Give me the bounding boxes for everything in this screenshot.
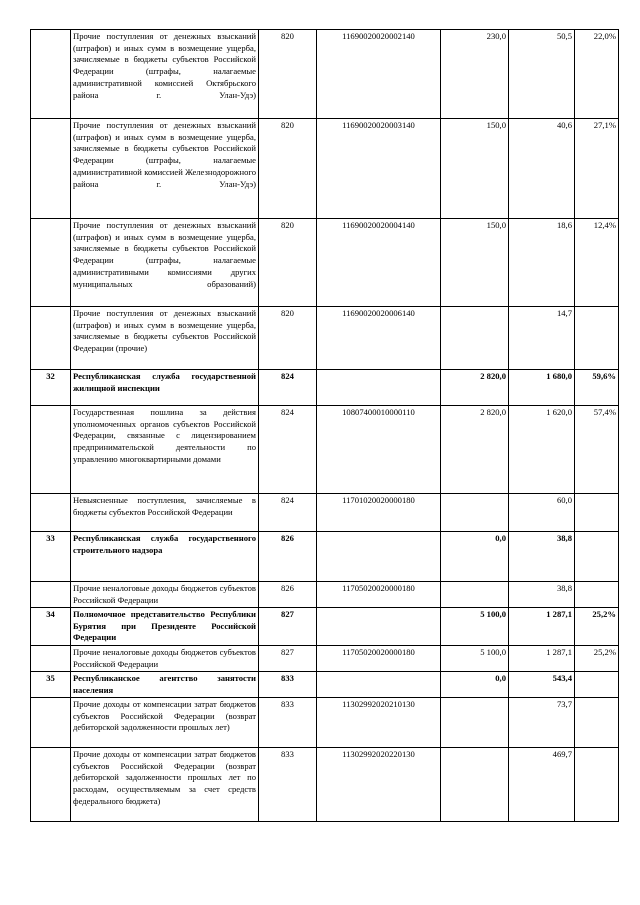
percent-value: 22,0%: [575, 30, 619, 119]
plan-value: 2 820,0: [441, 370, 509, 406]
revenue-name: Прочие доходы от компенсации затрат бюджетов субъектов Российской Федерации (возврат дебиторской задолженности прошлых лет): [71, 698, 259, 748]
plan-value: 150,0: [441, 119, 509, 219]
budget-classification-code: [317, 608, 441, 646]
fact-value: 469,7: [509, 748, 575, 822]
fact-value: 1 287,1: [509, 646, 575, 672]
row-number: [31, 646, 71, 672]
admin-code: 826: [259, 532, 317, 582]
row-number: 35: [31, 672, 71, 698]
row-number: 33: [31, 532, 71, 582]
row-number: [31, 406, 71, 494]
row-number: [31, 494, 71, 532]
revenue-name: Прочие неналоговые доходы бюджетов субъектов Российской Федерации: [71, 646, 259, 672]
fact-value: 60,0: [509, 494, 575, 532]
admin-code: 820: [259, 219, 317, 307]
table-row: [31, 307, 619, 370]
budget-classification-code: 11701020020000180: [317, 494, 441, 532]
plan-value: 0,0: [441, 532, 509, 582]
budget-classification-code: 10807400010000110: [317, 406, 441, 494]
row-number: [31, 219, 71, 307]
row-number: [31, 30, 71, 119]
plan-value: [441, 748, 509, 822]
table-row: [31, 406, 619, 494]
fact-value: 73,7: [509, 698, 575, 748]
table-row: [31, 30, 619, 119]
budget-classification-code: 11705020020000180: [317, 582, 441, 608]
admin-code: 820: [259, 307, 317, 370]
plan-value: 5 100,0: [441, 646, 509, 672]
plan-value: [441, 307, 509, 370]
organization-row: [31, 370, 619, 406]
table-row: [31, 582, 619, 608]
row-number: [31, 119, 71, 219]
fact-value: 40,6: [509, 119, 575, 219]
plan-value: 2 820,0: [441, 406, 509, 494]
plan-value: 5 100,0: [441, 608, 509, 646]
row-number: [31, 582, 71, 608]
percent-value: [575, 532, 619, 582]
row-number: [31, 698, 71, 748]
percent-value: 59,6%: [575, 370, 619, 406]
table-row: [31, 646, 619, 672]
plan-value: [441, 582, 509, 608]
row-number: 34: [31, 608, 71, 646]
budget-classification-code: [317, 672, 441, 698]
table-row: [31, 748, 619, 822]
admin-code: 820: [259, 30, 317, 119]
fact-value: 1 620,0: [509, 406, 575, 494]
percent-value: 57,4%: [575, 406, 619, 494]
fact-value: 50,5: [509, 30, 575, 119]
admin-code: 820: [259, 119, 317, 219]
revenue-table: [30, 29, 619, 822]
organization-name: Полномочное представительство Республики Бурятия при Президенте Российской Федерации: [71, 608, 259, 646]
plan-value: [441, 494, 509, 532]
plan-value: 0,0: [441, 672, 509, 698]
percent-value: [575, 698, 619, 748]
budget-classification-code: [317, 532, 441, 582]
row-number: [31, 307, 71, 370]
fact-value: 14,7: [509, 307, 575, 370]
percent-value: 25,2%: [575, 608, 619, 646]
fact-value: 18,6: [509, 219, 575, 307]
fact-value: 38,8: [509, 582, 575, 608]
admin-code: 827: [259, 646, 317, 672]
row-number: 32: [31, 370, 71, 406]
revenue-name: Прочие поступления от денежных взысканий (штрафов) и иных сумм в возмещение ущерба, зачисляемые в бюджеты субъектов Российской Федерации (штрафы, налагаемые административной комиссией Октябрьского района г. Улан-Удэ): [71, 30, 259, 119]
percent-value: [575, 672, 619, 698]
budget-classification-code: 11690020020003140: [317, 119, 441, 219]
percent-value: [575, 494, 619, 532]
admin-code: 833: [259, 672, 317, 698]
plan-value: [441, 698, 509, 748]
admin-code: 824: [259, 406, 317, 494]
table-row: [31, 698, 619, 748]
revenue-name: Прочие поступления от денежных взысканий (штрафов) и иных сумм в возмещение ущерба, зачисляемые в бюджеты субъектов Российской Федерации (штрафы, налагаемые административной комиссией Железнодорожного района г. Улан-Удэ): [71, 119, 259, 219]
revenue-name: Невыясненные поступления, зачисляемые в бюджеты субъектов Российской Федерации: [71, 494, 259, 532]
organization-row: [31, 672, 619, 698]
table-row: [31, 494, 619, 532]
organization-name: Республиканская служба государственного строительного надзора: [71, 532, 259, 582]
admin-code: 833: [259, 748, 317, 822]
admin-code: 827: [259, 608, 317, 646]
admin-code: 824: [259, 370, 317, 406]
fact-value: 1 680,0: [509, 370, 575, 406]
budget-classification-code: 11705020020000180: [317, 646, 441, 672]
budget-classification-code: 11690020020002140: [317, 30, 441, 119]
admin-code: 824: [259, 494, 317, 532]
plan-value: 230,0: [441, 30, 509, 119]
organization-row: [31, 608, 619, 646]
admin-code: 826: [259, 582, 317, 608]
fact-value: 1 287,1: [509, 608, 575, 646]
percent-value: 12,4%: [575, 219, 619, 307]
revenue-name: Прочие неналоговые доходы бюджетов субъектов Российской Федерации: [71, 582, 259, 608]
fact-value: 38,8: [509, 532, 575, 582]
row-number: [31, 748, 71, 822]
percent-value: 27,1%: [575, 119, 619, 219]
fact-value: 543,4: [509, 672, 575, 698]
revenue-name: Прочие доходы от компенсации затрат бюджетов субъектов Российской Федерации (возврат дебиторской задолженности прошлых лет по расходам, осуществляемым за счет средств федерального бюджета): [71, 748, 259, 822]
organization-name: Республиканская служба государственной жилищной инспекции: [71, 370, 259, 406]
percent-value: 25,2%: [575, 646, 619, 672]
table-row: [31, 119, 619, 219]
revenue-name: Прочие поступления от денежных взысканий (штрафов) и иных сумм в возмещение ущерба, зачисляемые в бюджеты субъектов Российской Федерации (прочие): [71, 307, 259, 370]
budget-classification-code: 11302992020220130: [317, 748, 441, 822]
revenue-name: Прочие поступления от денежных взысканий (штрафов) и иных сумм в возмещение ущерба, зачисляемые в бюджеты субъектов Российской Федерации (штрафы, налагаемые административными комиссиями других муниципальных образований): [71, 219, 259, 307]
budget-classification-code: 11690020020006140: [317, 307, 441, 370]
budget-classification-code: [317, 370, 441, 406]
percent-value: [575, 582, 619, 608]
revenue-name: Государственная пошлина за действия уполномоченных органов субъектов Российской Федерации, связанные с лицензированием предпринимательской деятельности по управлению многоквартирными домами: [71, 406, 259, 494]
organization-row: [31, 532, 619, 582]
plan-value: 150,0: [441, 219, 509, 307]
table-row: [31, 219, 619, 307]
budget-classification-code: 11302992020210130: [317, 698, 441, 748]
budget-classification-code: 11690020020004140: [317, 219, 441, 307]
admin-code: 833: [259, 698, 317, 748]
percent-value: [575, 748, 619, 822]
organization-name: Республиканское агентство занятости населения: [71, 672, 259, 698]
percent-value: [575, 307, 619, 370]
